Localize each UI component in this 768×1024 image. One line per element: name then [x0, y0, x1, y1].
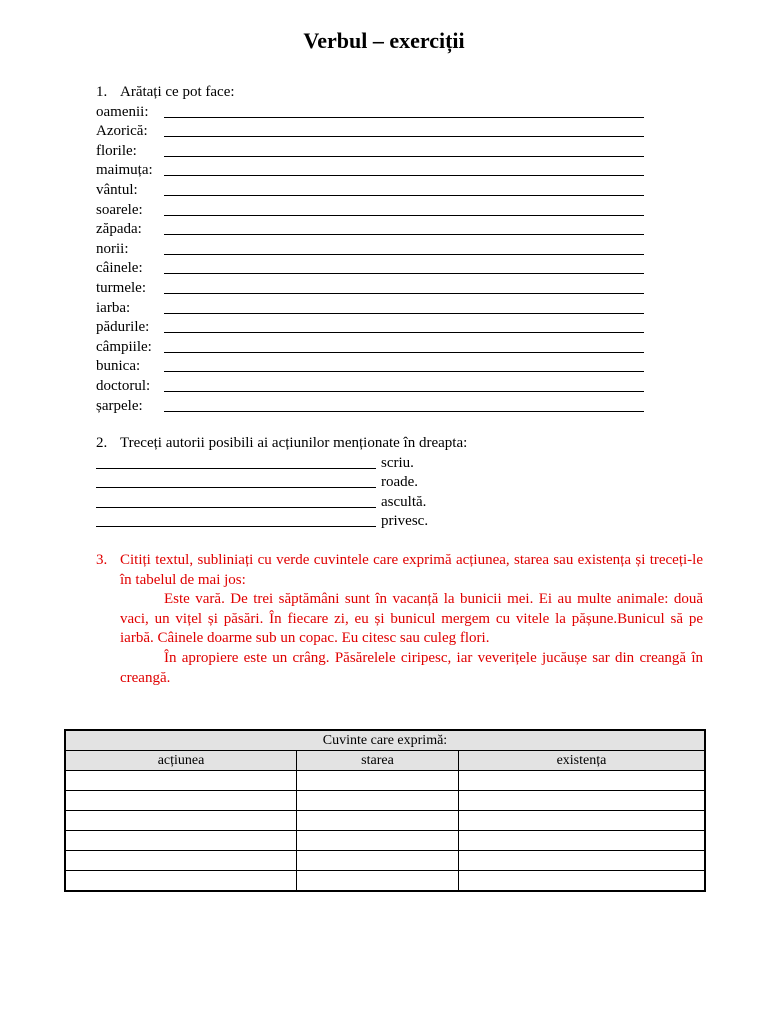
exercise-1-row	[96, 240, 656, 260]
column-header-actiunea: acțiunea	[65, 751, 297, 771]
column-header-existenta: existența	[458, 751, 705, 771]
answer-blank-line[interactable]	[164, 313, 644, 314]
subject-label: iarba:	[96, 299, 131, 316]
answer-row	[65, 871, 705, 892]
answer-blank-line[interactable]	[164, 371, 644, 372]
answer-cell[interactable]	[458, 771, 705, 791]
exercise-1-row	[96, 201, 656, 221]
exercise-3-number: 3.	[96, 552, 108, 568]
exercise-3-prompt: Citiți textul, subliniați cu verde cuvintele care exprimă acțiunea, starea sau existența și treceți-le în tabelul de mai jos:	[120, 552, 703, 588]
subject-label: maimuța:	[96, 162, 153, 179]
answer-cell[interactable]	[297, 831, 459, 851]
exercise-1-row	[96, 161, 656, 181]
answer-blank-line[interactable]	[164, 195, 644, 196]
exercise-1-row	[96, 181, 656, 201]
answer-row	[65, 771, 705, 791]
answer-cell[interactable]	[297, 791, 459, 811]
answer-cell[interactable]	[458, 811, 705, 831]
answer-cell[interactable]	[458, 851, 705, 871]
answer-blank-line[interactable]	[164, 175, 644, 176]
answer-blank-line[interactable]	[164, 411, 644, 412]
exercise-1-row	[96, 279, 656, 299]
exercise-1-row	[96, 318, 656, 338]
subject-label: soarele:	[96, 201, 143, 218]
exercise-1-row	[96, 299, 656, 319]
exercise-1-row	[96, 259, 656, 279]
author-blank-line[interactable]	[96, 526, 376, 527]
exercise-1-row	[96, 103, 656, 123]
subject-label: oamenii:	[96, 103, 149, 120]
subject-label: zăpada:	[96, 221, 142, 238]
answer-blank-line[interactable]	[164, 136, 644, 137]
subject-label: bunica:	[96, 358, 141, 375]
exercise-2-number: 2.	[96, 435, 108, 451]
answer-cell[interactable]	[458, 791, 705, 811]
answer-cell[interactable]	[297, 771, 459, 791]
exercise-2-row	[96, 473, 656, 493]
answer-cell[interactable]	[297, 851, 459, 871]
subject-label: florile:	[96, 142, 137, 159]
exercise-1-row	[96, 397, 656, 417]
subject-label: șarpele:	[96, 397, 143, 414]
exercise-1-row	[96, 338, 656, 358]
exercise-2-row	[96, 512, 656, 532]
exercise-3	[96, 551, 703, 688]
answer-cell[interactable]	[65, 831, 297, 851]
exercise-3-paragraph-1: Este vară. De trei săptămâni sunt în vacanță la bunicii mei. Ei au multe animale: două vaci, un vițel și păsări. În fiecare zi, eu și bunicul mergem cu vitele la pășune.Bunicul să pe iarbă. Câinele doarme sub un copac. Eu citesc sau culeg flori.	[120, 591, 703, 647]
answer-blank-line[interactable]	[164, 234, 644, 235]
exercise-2-heading	[96, 434, 656, 454]
exercise-1	[96, 83, 656, 416]
answer-blank-line[interactable]	[164, 293, 644, 294]
exercise-3-paragraph-2: În apropiere este un crâng. Păsărelele ciripesc, iar veverițele jucăușe sar din creangă în creangă.	[120, 649, 703, 686]
subject-label: pădurile:	[96, 319, 150, 336]
author-blank-line[interactable]	[96, 468, 376, 469]
page-title: Verbul – exerciții	[303, 28, 465, 53]
exercise-1-row	[96, 142, 656, 162]
exercise-3-heading	[96, 551, 703, 590]
exercise-1-row	[96, 122, 656, 142]
exercise-1-prompt: Arătați ce pot face:	[120, 84, 235, 100]
subject-label: norii:	[96, 240, 129, 257]
exercise-1-row	[96, 220, 656, 240]
exercise-1-heading	[96, 83, 656, 103]
answer-row	[65, 851, 705, 871]
column-header-starea: starea	[297, 751, 459, 771]
answer-cell[interactable]	[65, 771, 297, 791]
answer-blank-line[interactable]	[164, 273, 644, 274]
answer-row	[65, 791, 705, 811]
answer-table-title: Cuvinte care exprimă:	[65, 730, 705, 751]
verb-label: roade.	[381, 474, 419, 491]
answer-cell[interactable]	[65, 871, 297, 892]
answer-table	[64, 729, 706, 892]
verb-label: privesc.	[381, 513, 429, 530]
answer-cell[interactable]	[65, 791, 297, 811]
answer-row	[65, 811, 705, 831]
answer-cell[interactable]	[297, 871, 459, 892]
subject-label: Azorică:	[96, 123, 148, 140]
verb-label: scriu.	[381, 454, 414, 471]
subject-label: doctorul:	[96, 377, 151, 394]
answer-row	[65, 831, 705, 851]
subject-label: vântul:	[96, 181, 138, 198]
answer-cell[interactable]	[65, 811, 297, 831]
answer-blank-line[interactable]	[164, 215, 644, 216]
answer-blank-line[interactable]	[164, 156, 644, 157]
author-blank-line[interactable]	[96, 487, 376, 488]
verb-label: ascultă.	[381, 493, 427, 510]
answer-cell[interactable]	[65, 851, 297, 871]
exercise-1-row	[96, 357, 656, 377]
answer-cell[interactable]	[297, 811, 459, 831]
exercise-2-row	[96, 493, 656, 513]
answer-cell[interactable]	[458, 831, 705, 851]
subject-label: turmele:	[96, 279, 146, 296]
exercise-1-number: 1.	[96, 84, 108, 100]
subject-label: câinele:	[96, 260, 143, 277]
answer-blank-line[interactable]	[164, 352, 644, 353]
answer-cell[interactable]	[458, 871, 705, 892]
answer-blank-line[interactable]	[164, 391, 644, 392]
exercise-2	[96, 434, 656, 532]
author-blank-line[interactable]	[96, 507, 376, 508]
subject-label: câmpiile:	[96, 338, 152, 355]
exercise-2-prompt: Treceți autorii posibili ai acțiunilor menționate în dreapta:	[120, 435, 468, 451]
exercise-2-row	[96, 454, 656, 474]
answer-blank-line[interactable]	[164, 117, 644, 118]
exercise-1-row	[96, 377, 656, 397]
answer-blank-line[interactable]	[164, 254, 644, 255]
answer-blank-line[interactable]	[164, 332, 644, 333]
